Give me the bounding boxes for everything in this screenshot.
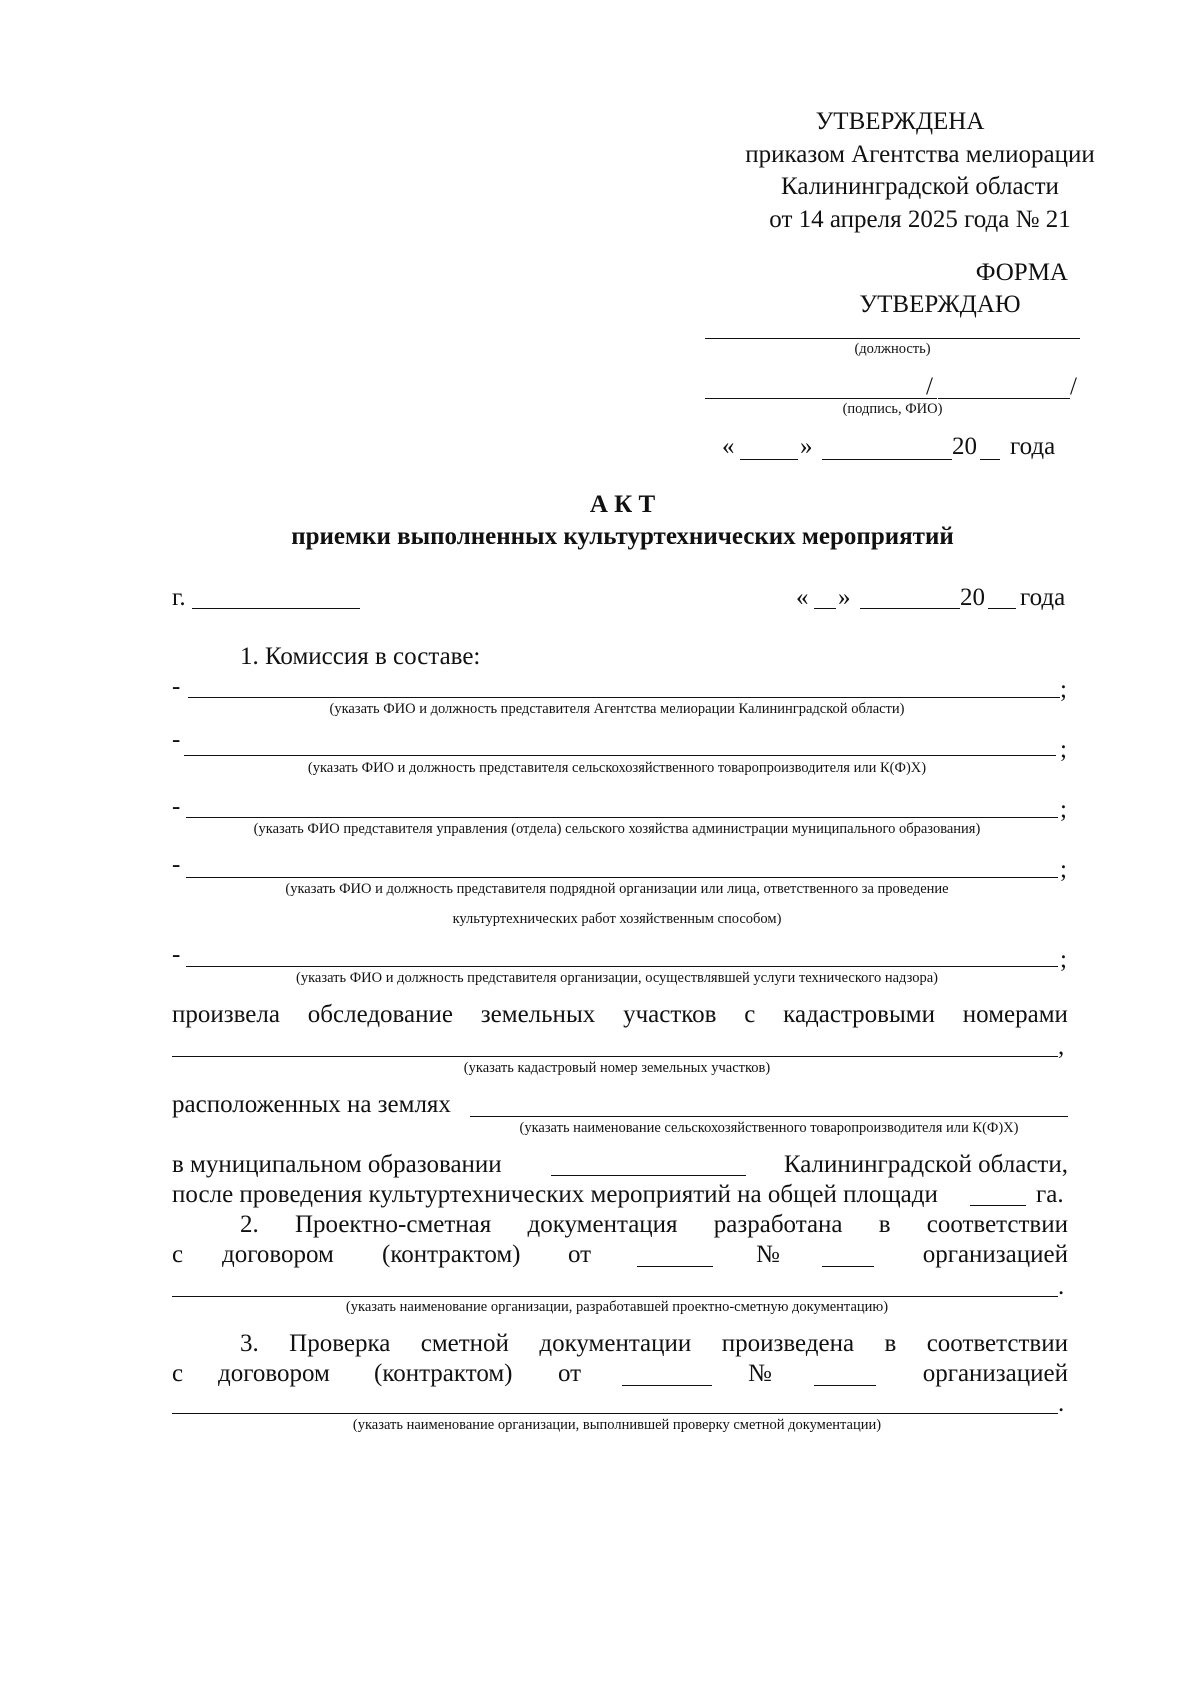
survey-word: произвела bbox=[172, 1001, 280, 1028]
signature-line-left bbox=[705, 398, 937, 399]
cadastral-caption: (указать кадастровый номер земельных участков) bbox=[463, 1060, 771, 1076]
item3-from: от bbox=[558, 1360, 582, 1387]
date-quote-open: « bbox=[796, 584, 809, 611]
item3-period: . bbox=[1058, 1390, 1065, 1417]
item2-c: с bbox=[172, 1241, 184, 1268]
approve-day-line bbox=[740, 459, 798, 460]
act-subtitle: приемки выполненных культуртехнических мероприятий bbox=[291, 523, 954, 550]
item3-word: 3. bbox=[240, 1330, 259, 1357]
commission-heading: 1. Комиссия в составе: bbox=[240, 643, 481, 670]
member-caption: (указать ФИО и должность представителя сельскохозяйственного товаропроизводителя или К(Ф)Х) bbox=[307, 760, 927, 776]
item3-word: в bbox=[884, 1330, 897, 1357]
item3-c: с bbox=[172, 1360, 184, 1387]
item2-contract-paren: (контрактом) bbox=[382, 1241, 521, 1268]
member-semicolon: ; bbox=[1060, 946, 1067, 973]
approve-month-line bbox=[822, 459, 952, 460]
item2-period: . bbox=[1058, 1273, 1065, 1300]
approval-line-2: Калининградской области bbox=[781, 173, 1059, 200]
date-day-line bbox=[814, 608, 836, 609]
item3-word: произведена bbox=[721, 1330, 855, 1357]
member-dash: - bbox=[172, 793, 181, 820]
city-prefix: г. bbox=[172, 584, 186, 611]
item2-caption: (указать наименование организации, разработавшей проектно-сметную документацию) bbox=[345, 1299, 889, 1315]
item2-line1 bbox=[240, 1210, 1068, 1240]
item2-word: разработана bbox=[713, 1211, 843, 1238]
form-label: ФОРМА bbox=[975, 259, 1068, 286]
approval-line-1: приказом Агентства мелиорации bbox=[745, 141, 1095, 168]
approve-year-suffix: года bbox=[1010, 433, 1056, 460]
approve-year-prefix: 20 bbox=[952, 433, 977, 460]
signature-line-right bbox=[938, 398, 1070, 399]
item2-from: от bbox=[568, 1241, 592, 1268]
member-line bbox=[186, 966, 1058, 967]
signature-caption: (подпись, ФИО) bbox=[842, 401, 943, 417]
item3-line1 bbox=[240, 1329, 1068, 1359]
member-caption: (указать ФИО и должность представителя организации, осуществлявшей услуги технического надзора) bbox=[296, 970, 938, 986]
member-caption-continued: культуртехнических работ хозяйственным способом) bbox=[452, 911, 782, 927]
item3-word: Проверка bbox=[289, 1330, 391, 1357]
member-caption: (указать ФИО и должность представителя Агентства мелиорации Калининградской области) bbox=[329, 701, 905, 717]
item2-word: соответствии bbox=[926, 1211, 1068, 1238]
member-dash: - bbox=[172, 673, 181, 700]
cadastral-line bbox=[172, 1056, 1058, 1057]
item3-org-line bbox=[172, 1413, 1058, 1414]
after-text: после проведения культуртехнических мероприятий на общей площади bbox=[172, 1181, 938, 1208]
survey-word: участков bbox=[623, 1001, 717, 1028]
item3-word: документации bbox=[539, 1330, 692, 1357]
member-semicolon: ; bbox=[1060, 736, 1067, 763]
survey-word: с bbox=[744, 1001, 756, 1028]
member-caption: (указать ФИО представителя управления (отдела) сельского хозяйства администрации муниципального образования) bbox=[253, 821, 981, 837]
muni-line bbox=[551, 1175, 746, 1176]
area-line bbox=[970, 1205, 1026, 1206]
date-quote-close: » bbox=[838, 584, 851, 611]
item3-date-line bbox=[622, 1385, 712, 1386]
lands-caption: (указать наименование сельскохозяйственного товаропроизводителя или К(Ф)Х) bbox=[519, 1120, 1019, 1136]
item3-number-line bbox=[814, 1385, 876, 1386]
item2-number-line bbox=[822, 1266, 874, 1267]
date-year-line bbox=[988, 608, 1016, 609]
signature-slash-1: / bbox=[926, 373, 933, 400]
position-line bbox=[705, 338, 1080, 339]
city-line bbox=[192, 608, 360, 609]
item2-org-line bbox=[172, 1296, 1058, 1297]
region-text: Калининградской области, bbox=[783, 1151, 1068, 1178]
survey-word: обследование bbox=[307, 1001, 453, 1028]
item2-word: Проектно-сметная bbox=[294, 1211, 492, 1238]
signature-slash-2: / bbox=[1070, 373, 1077, 400]
area-unit: га. bbox=[1036, 1181, 1064, 1208]
item2-word: в bbox=[878, 1211, 891, 1238]
member-dash: - bbox=[172, 851, 181, 878]
date-month-line bbox=[860, 608, 960, 609]
survey-word: земельных bbox=[480, 1001, 596, 1028]
approve-quote-close: » bbox=[800, 433, 813, 460]
act-title: А К Т bbox=[589, 491, 656, 518]
member-line bbox=[188, 697, 1060, 698]
cadastral-comma: , bbox=[1058, 1033, 1065, 1060]
approve-title: УТВЕРЖДАЮ bbox=[859, 291, 1021, 318]
approve-quote-open: « bbox=[722, 433, 735, 460]
lands-line bbox=[470, 1116, 1068, 1117]
item2-word: документация bbox=[527, 1211, 678, 1238]
member-dash: - bbox=[172, 726, 181, 753]
member-semicolon: ; bbox=[1060, 856, 1067, 883]
approval-title: УТВЕРЖДЕНА bbox=[815, 108, 985, 135]
item3-word: сметной bbox=[420, 1330, 509, 1357]
item3-number-sign: № bbox=[748, 1360, 772, 1387]
item3-contract-word: договором bbox=[218, 1360, 330, 1387]
survey-word: номерами bbox=[962, 1001, 1068, 1028]
approve-year-line bbox=[980, 459, 1000, 460]
position-caption: (должность) bbox=[854, 341, 931, 357]
member-semicolon: ; bbox=[1060, 676, 1067, 703]
member-caption: (указать ФИО и должность представителя подрядной организации или лица, ответственного за проведение bbox=[285, 881, 949, 897]
item2-contract-word: договором bbox=[222, 1241, 334, 1268]
item2-number-sign: № bbox=[756, 1241, 780, 1268]
survey-line bbox=[172, 1000, 1068, 1030]
member-dash: - bbox=[172, 941, 181, 968]
item2-date-line bbox=[637, 1266, 713, 1267]
date-year-suffix: года bbox=[1020, 584, 1066, 611]
approval-line-3: от 14 апреля 2025 года № 21 bbox=[769, 206, 1071, 233]
date-year-prefix: 20 bbox=[960, 584, 985, 611]
member-semicolon: ; bbox=[1060, 796, 1067, 823]
muni-text: в муниципальном образовании bbox=[172, 1151, 502, 1178]
member-line bbox=[184, 755, 1056, 756]
item2-word: 2. bbox=[240, 1211, 259, 1238]
item3-caption: (указать наименование организации, выполнившей проверку сметной документации) bbox=[352, 1417, 882, 1433]
item3-word: соответствии bbox=[926, 1330, 1068, 1357]
survey-word: кадастровыми bbox=[783, 1001, 935, 1028]
member-line bbox=[186, 817, 1058, 818]
lands-text: расположенных на землях bbox=[172, 1091, 451, 1118]
item2-org: организацией bbox=[922, 1241, 1068, 1268]
member-line bbox=[186, 877, 1058, 878]
item3-org: организацией bbox=[922, 1360, 1068, 1387]
item3-contract-paren: (контрактом) bbox=[374, 1360, 513, 1387]
